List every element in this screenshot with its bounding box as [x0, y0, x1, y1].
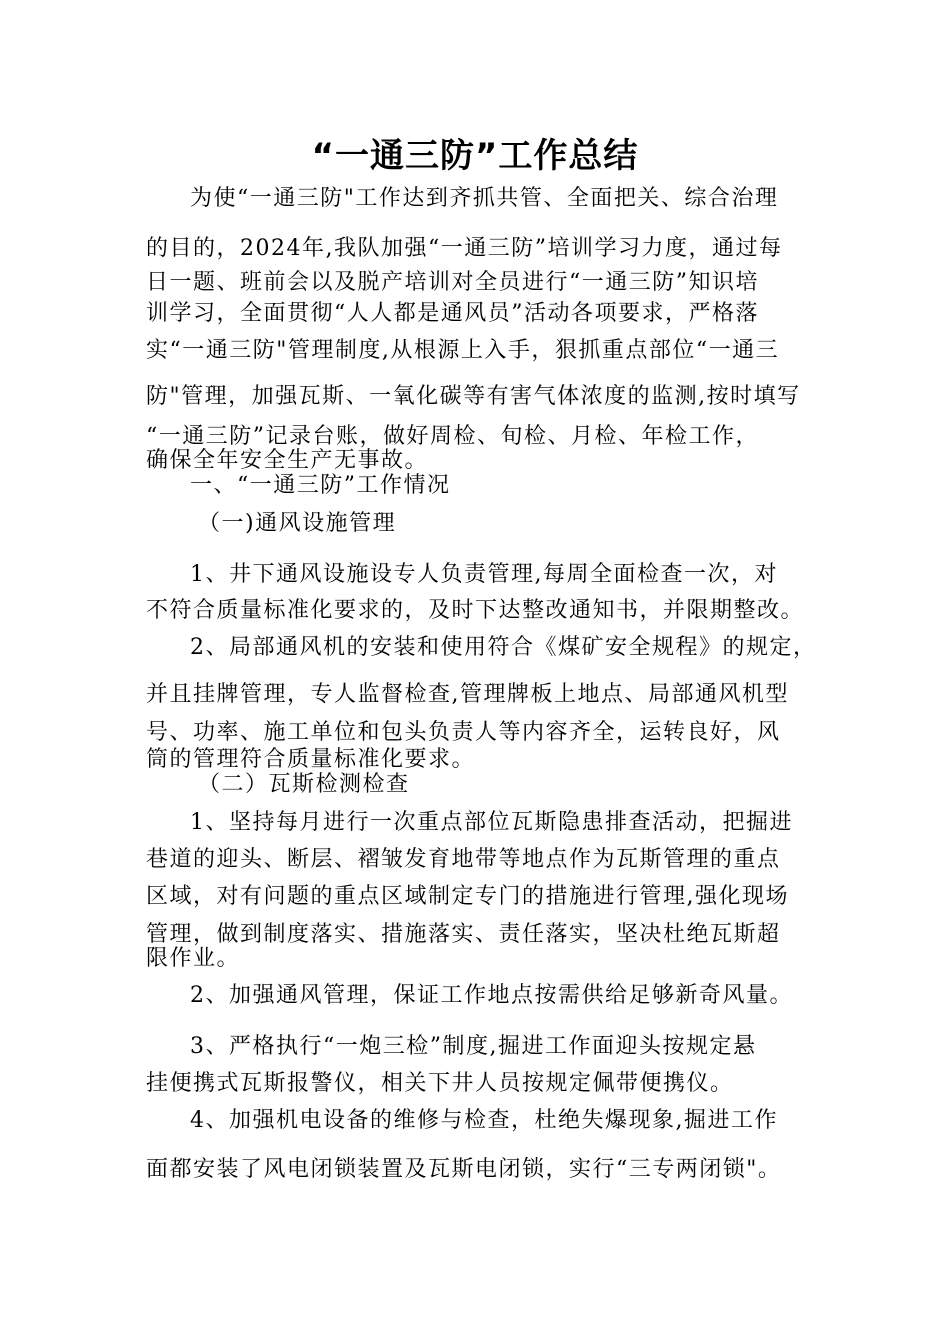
paragraph-line: 限作业。 [146, 946, 241, 971]
paragraph-line: 面都安装了风电闭锁装置及瓦斯电闭锁，实行“三专两闭锁"。 [146, 1157, 782, 1182]
document-title: “一通三防”工作总结 [311, 136, 639, 176]
paragraph-line: 防"管理，加强瓦斯、一氧化碳等有害气体浓度的监测,按时填写 [146, 384, 801, 409]
paragraph-line: 为使“一通三防"工作达到齐抓共管、全面把关、综合治理 [190, 186, 779, 211]
paragraph-line: 2、加强通风管理，保证工作地点按需供给足够新奇风量。 [190, 983, 793, 1008]
paragraph-line: 2、局部通风机的安装和使用符合《煤矿安全规程》的规定， [190, 635, 817, 660]
paragraph-line: “一通三防”记录台账，做好周检、旬检、月检、年检工作， [146, 424, 759, 449]
paragraph-line: 确保全年安全生产无事故。 [146, 448, 429, 473]
paragraph-line: 1、坚持每月进行一次重点部位瓦斯隐患排查活动，把掘进 [190, 810, 793, 835]
section-heading: 一、“一通三防”工作情况 [190, 473, 451, 498]
paragraph-line: 的目的，2024年,我队加强“一通三防”培训学习力度，通过每 [146, 236, 783, 261]
paragraph-line: 实“一通三防"管理制度,从根源上入手，狠抓重点部位“一通三 [146, 338, 780, 363]
paragraph-line: 3、严格执行“一炮三检”制度,掘进工作面迎头按规定悬 [190, 1034, 757, 1059]
paragraph-line: 巷道的迎头、断层、褶皱发育地带等地点作为瓦斯管理的重点 [146, 847, 781, 872]
subsection-heading: （二）瓦斯检测检查 [198, 772, 410, 797]
paragraph-line: 筒的管理符合质量标准化要求。 [146, 747, 476, 772]
paragraph-line: 4、加强机电设备的维修与检查，杜绝失爆现象,掘进工作 [190, 1108, 778, 1133]
paragraph-line: 1、井下通风设施设专人负责管理,每周全面检查一次，对 [190, 562, 778, 587]
paragraph-line: 管理，做到制度落实、措施落实、责任落实，坚决杜绝瓦斯超 [146, 922, 781, 947]
paragraph-line: 区域，对有问题的重点区域制定专门的措施进行管理,强化现场 [146, 884, 789, 909]
paragraph-line: 并且挂牌管理，专人监督检查,管理牌板上地点、局部通风机型 [146, 682, 789, 707]
paragraph-line: 日一题、班前会以及脱产培训对全员进行“一通三防”知识培 [146, 270, 759, 295]
paragraph-line: 训学习，全面贯彻“人人都是通风员”活动各项要求，严格落 [146, 301, 759, 326]
subsection-heading: （一)通风设施管理 [198, 511, 397, 536]
paragraph-line: 不符合质量标准化要求的，及时下达整改通知书，并限期整改。 [146, 598, 805, 623]
paragraph-line: 号、功率、施工单位和包头负责人等内容齐全，运转良好，风 [146, 720, 781, 745]
paragraph-line: 挂便携式瓦斯报警仪，相关下井人员按规定佩带便携仪。 [146, 1071, 734, 1096]
